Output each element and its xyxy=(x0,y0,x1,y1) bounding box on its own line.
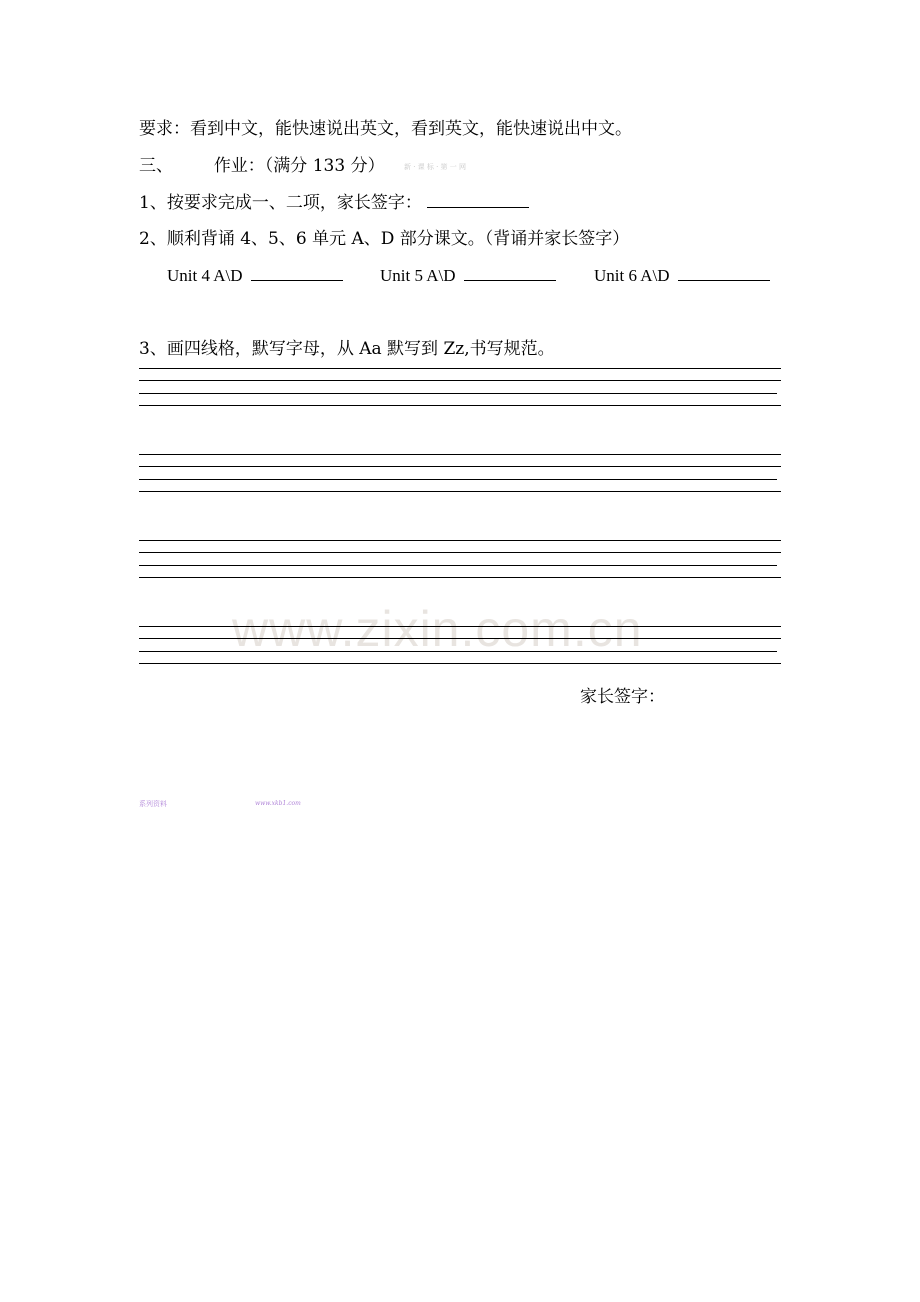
item-three-text: 3、画四线格，默写字母，从 Aa 默写到 Zz,书写规范。 xyxy=(139,339,555,359)
faint-watermark-text: 新 · 课 标 · 第 一 网 xyxy=(403,162,467,171)
unit-6-blank[interactable] xyxy=(678,266,770,281)
grid-1-line-2 xyxy=(139,380,781,381)
footer-left-text: 系列资料 xyxy=(139,800,167,808)
grid-3-line-2 xyxy=(139,552,781,553)
unit-6-row xyxy=(594,265,770,287)
grid-3-line-4 xyxy=(139,577,781,578)
unit-4-row xyxy=(167,265,343,287)
grid-1-line-3 xyxy=(139,393,777,394)
requirement-text: 要求：看到中文，能快速说出英文，看到英文，能快速说出中文。 xyxy=(139,119,632,139)
grid-2-line-4 xyxy=(139,491,781,492)
grid-2-line-3 xyxy=(139,479,777,480)
grid-2-line-1 xyxy=(139,454,781,455)
unit-5-label: Unit 5 A\D xyxy=(380,266,456,285)
section-three-prefix: 三、 xyxy=(139,156,173,176)
item-one-text: 1、按要求完成一、二项，家长签字： xyxy=(139,193,422,213)
unit-6-label: Unit 6 A\D xyxy=(594,266,670,285)
grid-4-line-3 xyxy=(139,651,777,652)
unit-5-blank[interactable] xyxy=(464,266,556,281)
item-two-text: 2、顺利背诵 4、5、6 单元 A、D 部分课文。（背诵并家长签字） xyxy=(139,229,630,249)
parent-signature-label: 家长签字： xyxy=(580,687,665,707)
grid-2-line-2 xyxy=(139,466,781,467)
grid-3-line-3 xyxy=(139,565,777,566)
grid-4-line-2 xyxy=(139,638,781,639)
watermark: www.zixin.com.cn xyxy=(232,601,643,657)
footer-site-text: www.xkb1.com xyxy=(255,800,301,807)
unit-4-blank[interactable] xyxy=(251,266,343,281)
item-one xyxy=(139,192,529,214)
grid-4-line-1 xyxy=(139,626,781,627)
unit-4-label: Unit 4 A\D xyxy=(167,266,243,285)
grid-1-line-4 xyxy=(139,405,781,406)
signature-blank[interactable] xyxy=(427,193,529,208)
grid-1-line-1 xyxy=(139,368,781,369)
section-three-title: 作业：（满分 133 分） xyxy=(213,156,385,176)
grid-4-line-4 xyxy=(139,663,781,664)
unit-5-row xyxy=(380,265,556,287)
grid-3-line-1 xyxy=(139,540,781,541)
section-three-heading xyxy=(139,155,466,178)
